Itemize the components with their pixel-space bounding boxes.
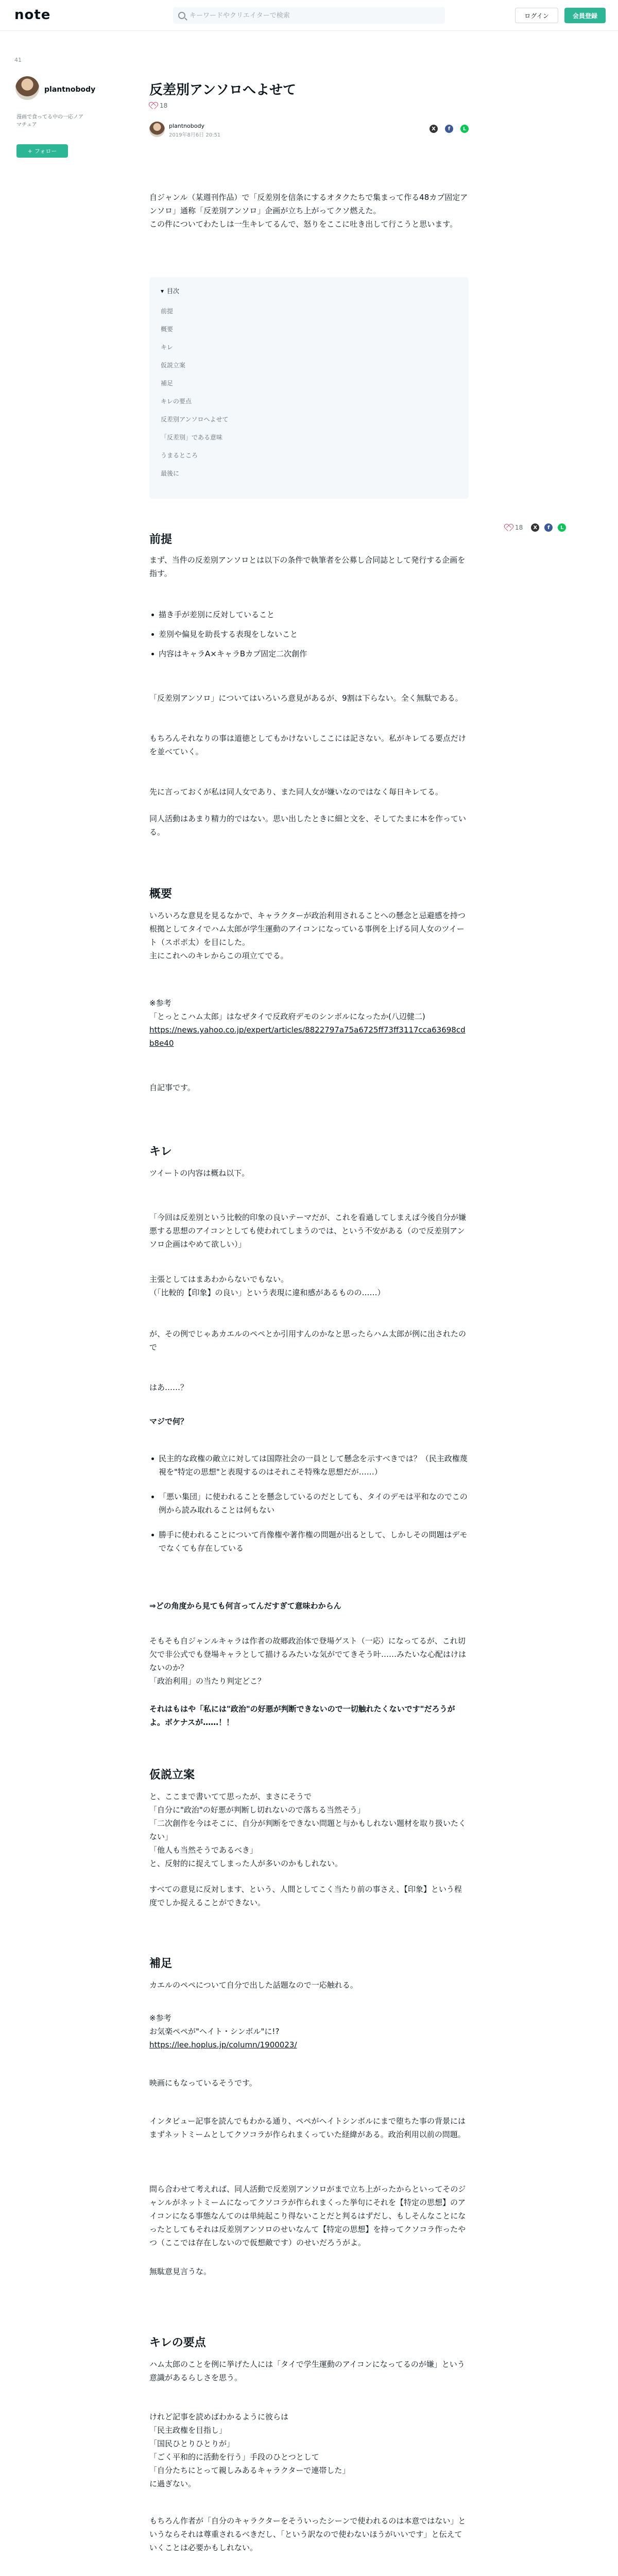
search-icon: [178, 12, 185, 19]
section-heading: キレ: [149, 1145, 172, 1158]
section-heading: 補足: [149, 1957, 173, 1970]
toc-item[interactable]: キレの要点: [161, 398, 192, 405]
reference-link[interactable]: https://news.yahoo.co.jp/expert/articles/8822797a75a6725ff73ff3117cca63698cdb8e40: [149, 1025, 466, 1048]
paragraph: 主張としてはまあわからないでもない。 （「比較的【印象】の良い」という表現に違和感があるものの……）: [149, 1275, 385, 1297]
toc-item[interactable]: 補足: [161, 380, 174, 387]
bullet-list: 描き手が差別に反対していること 差別や偏見を助長する表現をしないこと 内容はキャラA×キャラBカプ固定二次創作: [149, 608, 469, 660]
author-name[interactable]: plantnobody: [169, 123, 204, 129]
paragraph: 「反差別アンソロ」についてはいろいろ意見があるが、9割は下らない。全く無駄である。: [149, 693, 463, 703]
paragraph: 主にこれへのキレからこの項立てでる。: [149, 951, 288, 960]
section-heading: 前提: [149, 533, 173, 546]
author-bio: 漫画で食ってる中の一応ノアマチュア: [16, 114, 83, 128]
note-logo[interactable]: note: [14, 7, 51, 23]
author-row: [149, 122, 469, 140]
floating-actions: 18 X f L: [505, 523, 566, 532]
plus-icon: +: [27, 147, 32, 155]
paragraph: が、その例でじゃあカエルのペペとか引用すんのかなと思ったらハム太郎が例に出されたので: [149, 1329, 467, 1352]
reference-note: ※参考 お気楽ペペが"ヘイト・シンボル"に!? https://lee.hoplus.jp/column/1900023/: [149, 2013, 297, 2049]
paragraph: そもそも自ジャンルキャラは作者の故郷政治体で登場ゲスト（一応）になってるが、これ切欠で非公式でも登場キャラとして描けるみたいな気がでてきそう叶……みたいな心配はけはないのか？: [149, 1636, 467, 1672]
line-icon[interactable]: L: [558, 523, 566, 532]
paragraph: まず、当件の反差別アンソロとは以下の条件で執筆者を公募し合同誌として発行する企画を指す。: [149, 555, 466, 578]
search-box[interactable]: [173, 7, 445, 24]
paragraph: 自記事です。: [149, 1083, 195, 1092]
like-counter[interactable]: 18: [149, 102, 167, 109]
intro: 自ジャンル（某週刊作品）で「反差別を信条にするオタクたちで集まって作る48カプ固定アンソロ」通称「反差別アンソロ」企画が立ち上がってクソ燃えた。 この件についてわたしは一生キレてるんで、怒りをここに吐き出して行こうと思います。: [149, 193, 468, 229]
facebook-icon[interactable]: f: [445, 125, 453, 133]
quote: 「今回は反差別という比較的印象の良いテーマだが、これを看過してしまえば今後自分が嫌悪する思想のアイコンとしても使われてしまうのでは、という不安がある（ので反差別アンソロ企画はやめて欲しい）」: [149, 1213, 467, 1249]
share-icons: [430, 125, 469, 133]
page-number: 41: [14, 57, 22, 63]
toc-item[interactable]: うまるところ: [161, 452, 198, 459]
bullet-list: 民主的な政権の敵立に対しては国際社会の一員として懸念を示すべきでは？（民主政権蔑視を"特定の思想"と表現するのはそれこそ特殊な思想だが……） 「悪い集団」に使われることを懸念しているのだとしても、タイのデモは平和なのでこの例から読み取れることは何もない 勝手に使われることについて肖像権や著作権の問題が出るとして、しかしその問題はデモでなくても存在している: [149, 1452, 469, 1555]
paragraph: それはもはや「私には"政治"の好悪が判断できないので一切触れたくないです"だろうがよ。ボケナスが……！！: [149, 1704, 455, 1727]
paragraph: インタビュー記事を読んでもわかる通り、ペペがヘイトシンボルにまで堕ちた事の背景にはまずネットミームとしてクソコラが作られまくっていた経緯がある。政治利用以前の問題。: [149, 2116, 466, 2139]
line-icon[interactable]: L: [460, 125, 469, 133]
toc-header[interactable]: ▾ 目次: [161, 287, 180, 295]
paragraph: 先に言っておくが私は同人女であり、また同人女が嫌いなのではなく毎日キレてる。: [149, 787, 443, 796]
toc-item[interactable]: 「反差別」である意味: [161, 434, 223, 441]
login-button[interactable]: ログイン: [515, 8, 558, 23]
search-input[interactable]: [190, 12, 437, 20]
toc-item[interactable]: キレ: [161, 344, 173, 351]
paragraph: 無駄意見言うな。: [149, 2267, 212, 2276]
paragraph: ⇒どの角度から見ても何言ってんだすぎて意味わからん: [149, 1601, 341, 1611]
paragraph: 同人活動はあまり精力的ではない。思い出したときに細と文を、そしてたまに本を作っている。: [149, 814, 467, 837]
toc-item[interactable]: 概要: [161, 326, 174, 333]
paragraph: 映画にもなっているそうです。: [149, 2078, 257, 2088]
section-heading: キレの要点: [149, 2336, 206, 2349]
toc-item[interactable]: 仮説立案: [161, 362, 186, 369]
paragraph: もちろん作者が「自分のキャラクターをそういったシーンで使われるのは本意ではない」というならそれは尊重されるべきだし、「という訳なので使わないほうがいいです」と伝えていくことは必要かもしれない。: [149, 2516, 466, 2552]
site-header: [0, 0, 618, 31]
paragraph: すべての意見に反対します、という、人間としてこく当たり前の事さえ、【印象】という程度でしか捉えることができない。: [149, 1885, 462, 1907]
paragraph: カエルのペペについて自分で出した話題なので一応触れる。: [149, 1980, 358, 1990]
author-name[interactable]: plantnobody: [44, 86, 96, 94]
section-heading: 仮説立案: [149, 1769, 195, 1782]
author-sidebar: [14, 57, 96, 155]
reference-note: ※参考 「とっとこハム太郎」はなぜタイで反政府デモのシンボルになったか(八辺健二) https://news.yahoo.co.jp/expert/articles/8822797a75a6725ff73ff3117cca63698cdb8e40: [149, 998, 466, 1048]
paragraph: 問ら合わせて考えれば、同人活動で反差別アンソロがまで立ち上がったからといってそのジャンルがネットミームになってクソコラが作られまくった挙句にそれを【特定の思想】のアイコンになる事態なんてのは単純起こり得ないことだと判るはずだし、もしそんなことになったとしてもそれは反差別アンソロのせいなんて【特定の思想】を持ってクソコラ作ったやつ（ここでは存在しないので仮想敵です）のせいだろうがよ。: [149, 2184, 466, 2247]
paragraph: 「政治利用」の当たり判定どこ？: [149, 1676, 266, 1686]
paragraph: いろいろな意見を見るなかで、キャラクターが政治利用されることへの懸念と忌避感を持つ根拠としてタイでハム太郎が学生運動のアイコンになっている事例を上げる同人女のツイート（スポポ太）を目にした。: [149, 911, 466, 947]
x-icon[interactable]: X: [531, 523, 539, 532]
signup-button[interactable]: 会員登録: [564, 8, 606, 23]
x-icon[interactable]: X: [430, 125, 438, 133]
paragraph: ツイートの内容は概ね以下。: [149, 1168, 250, 1178]
follow-button[interactable]: + フォロー: [16, 144, 68, 158]
publish-date: 2019年8月6日 20:51: [169, 132, 221, 138]
table-of-contents: [149, 277, 469, 499]
section-heading: 概要: [149, 888, 173, 901]
heart-icon[interactable]: [505, 524, 512, 531]
facebook-icon[interactable]: f: [544, 523, 553, 532]
toc-item[interactable]: 最後に: [161, 470, 180, 477]
toc-item[interactable]: 反差別アンソロへよせて: [161, 416, 229, 423]
chevron-down-icon: ▾: [161, 287, 164, 295]
paragraph: けれど記事を読めばわかるように彼らは 「民主政権を目指し」 「国民ひとりひとりが」 「ごく平和的に活動を行う」手段のひとつとして 「自分たちにとって親しみあるキャラクターで連帯した」 に過ぎない。: [149, 2412, 350, 2488]
paragraph: マジで何？: [149, 1417, 188, 1426]
paragraph: はあ……？: [149, 1383, 188, 1392]
paragraph: ハム太郎のことを例に挙げた人には「タイで学生運動のアイコンになってるのが嫌」という意識があるらしさを思う。: [149, 2360, 465, 2382]
paragraph: もちろんそれなりの事は道徳としてもかけないしここには記さない。私がキレてる要点だけを並べていく。: [149, 734, 466, 756]
paragraph: と、ここまで書いてて思ったが、まさにそうで 「自分に"政治"の好悪が判断し切れないので落ちる当然そう」 「二次創作を今はそこに、自分が判断をできない問題と与かもしれない題材を取り扱いたくない」 「他人も当然そうであるべき」 と、反射的に捉えてしまった人が多いのかもしれない。: [149, 1792, 467, 1868]
heart-icon[interactable]: [149, 103, 157, 109]
avatar[interactable]: [15, 76, 39, 100]
toc-item[interactable]: 前提: [161, 308, 174, 315]
reference-link[interactable]: https://lee.hoplus.jp/column/1900023/: [149, 2040, 297, 2049]
avatar[interactable]: [149, 122, 165, 137]
article-title: 反差別アンソロへよせて: [149, 82, 296, 98]
